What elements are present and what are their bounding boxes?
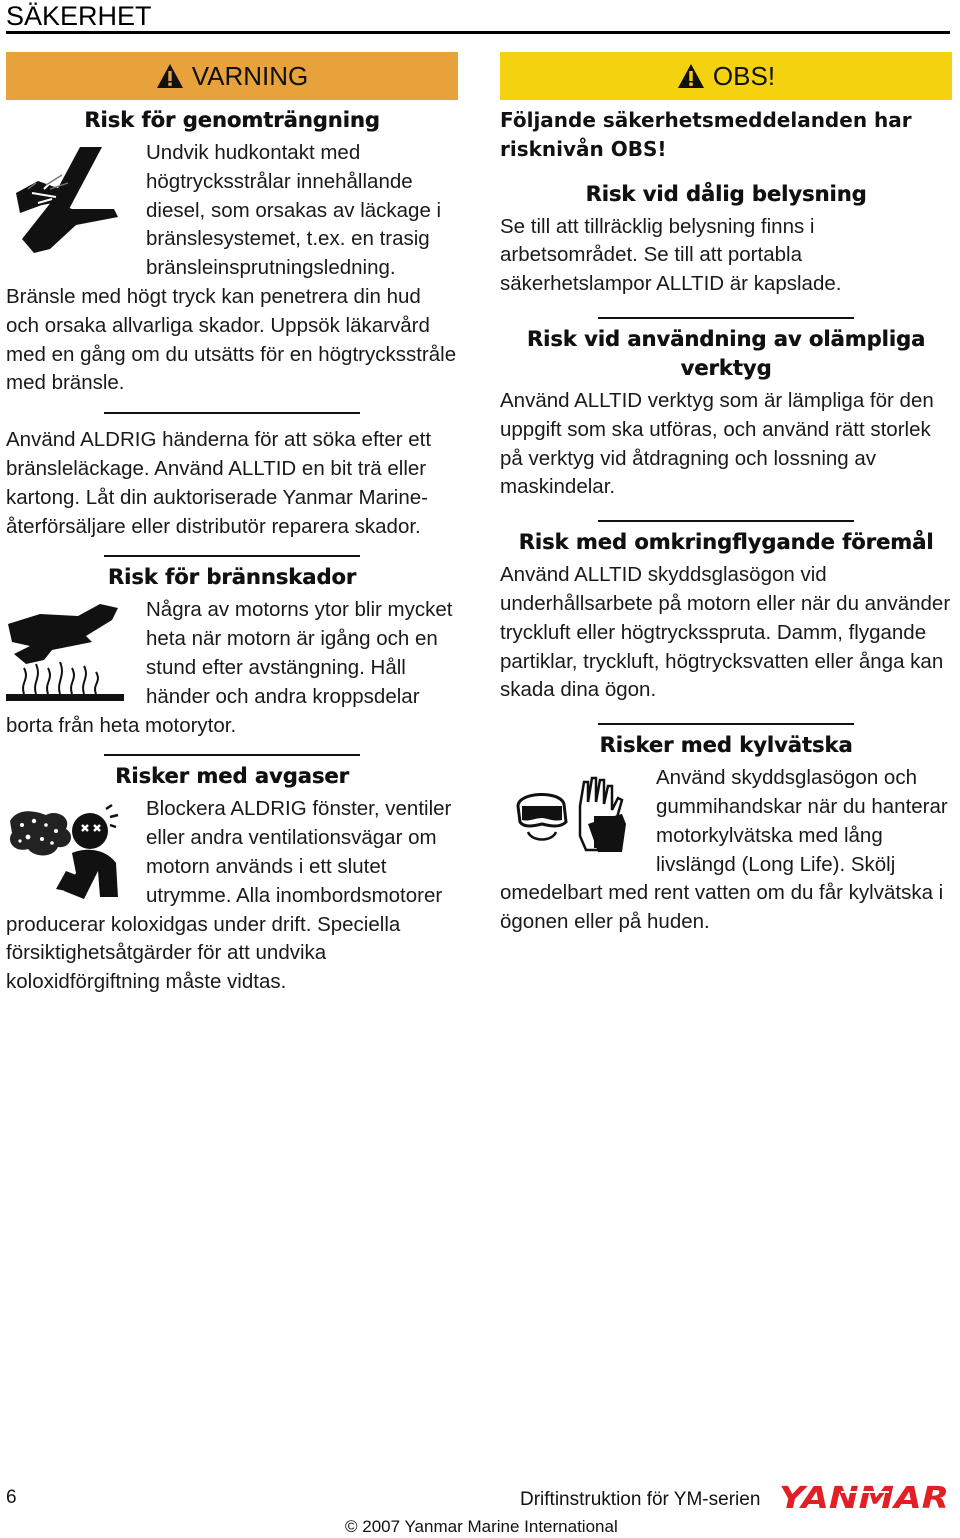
- warning-banner-label: VARNING: [191, 61, 309, 91]
- page-title: SÄKERHET: [6, 1, 152, 31]
- notice-intro: Följande säkerhetsmeddelanden har risknivån OBS!: [500, 108, 912, 161]
- document-title: Driftinstruktion för YM-serien: [520, 1489, 761, 1510]
- section-divider: [104, 754, 360, 756]
- section-heading: Risk för brännskador: [107, 565, 357, 590]
- notice-column: [500, 52, 952, 937]
- section-heading: Risk vid dålig belysning: [585, 181, 867, 206]
- warning-triangle-icon: [677, 63, 705, 89]
- copyright: © 2007 Yanmar Marine International: [345, 1517, 618, 1536]
- section-divider: [598, 520, 854, 522]
- section-penetration: [6, 139, 458, 398]
- section-divider: [104, 555, 360, 557]
- section-text: Använd ALLTID skyddsglasögon vid underhållsarbete på motorn eller när du använder tryckluft eller högtrycksspruta. Damm, flygande partiklar, tryckluft, högtrycksvatten eller ånga kan skada dina ögon.: [500, 563, 951, 702]
- notice-banner-label: OBS!: [712, 61, 776, 91]
- section-coolant: [500, 764, 952, 937]
- section-divider: [104, 412, 360, 414]
- yanmar-logo: [779, 1482, 951, 1512]
- warning-triangle-icon: [156, 63, 184, 89]
- section-text: Använd skyddsglasögon och gummihandskar när du hanterar motorkylvätska med lång livslängd (Long Life). Skölj omedelbart med rent vatten om du får kylvätska i ögonen eller på huden.: [500, 766, 948, 934]
- section-heading: Risker med kylvätska: [599, 733, 853, 758]
- goggles-gloves-icon: [514, 776, 640, 854]
- exhaust-gas-person-icon: [6, 801, 130, 901]
- section-text: Undvik hudkontakt med högtrycksstrålar innehållande diesel, som orsakas av läckage i bränslesystemet, t.ex. en trasig bränsleinsprutningsledning. Bränsle med högt tryck kan penetrera din hud och orsaka allvarliga skador. Uppsök läkarvård med en gång om du utsätts för en högtrycksstråle med bränsle.: [6, 141, 457, 395]
- section-heading: Risk vid användning av olämpliga verktyg: [526, 326, 926, 380]
- hot-surface-hand-icon: [6, 602, 130, 702]
- warning-banner: [6, 52, 458, 100]
- page-number: 6: [6, 1487, 17, 1508]
- section-text: Några av motorns ytor blir mycket heta när motorn är igång och en stund efter avstängning. Håll händer och andra kroppsdelar borta från heta motorytor.: [6, 598, 453, 737]
- section-heading: Risk för genomträngning: [84, 108, 380, 132]
- section-burns: [6, 596, 458, 740]
- section-exhaust: [6, 795, 458, 997]
- title-rule: [6, 31, 950, 34]
- section-divider: [598, 723, 854, 725]
- section-heading: Risk med omkringflygande föremål: [518, 530, 934, 555]
- section-text: Använd ALLTID verktyg som är lämpliga för den uppgift som ska utföras, och använd rätt storlek på verktyg vid åtdragning och lossning av maskindelar.: [500, 388, 934, 499]
- fuel-spray-hand-icon: [6, 145, 130, 257]
- section-text: Använd ALDRIG händerna för att söka efter ett bränsleläckage. Använd ALLTID en bit trä eller kartong. Låt din auktoriserade Yanmar Marine-återförsäljare eller distributör reparera skador.: [6, 428, 432, 538]
- section-divider: [598, 317, 854, 319]
- section-heading: Risker med avgaser: [115, 764, 349, 789]
- svg-text:YANMAR: YANMAR: [779, 1482, 949, 1512]
- warning-column: [6, 52, 458, 997]
- section-text: Se till att tillräcklig belysning finns i arbetsområdet. Se till att portabla säkerhetslampor ALLTID är kapslade.: [500, 214, 842, 296]
- notice-banner: [500, 52, 952, 100]
- section-text: Blockera ALDRIG fönster, ventiler eller andra ventilationsvägar om motorn används i ett slutet utrymme. Alla inombordsmotorer producerar koloxidgas under drift. Speciella försiktighetsåtgärder för att undvika koloxidförgiftning måste vidtas.: [6, 797, 452, 994]
